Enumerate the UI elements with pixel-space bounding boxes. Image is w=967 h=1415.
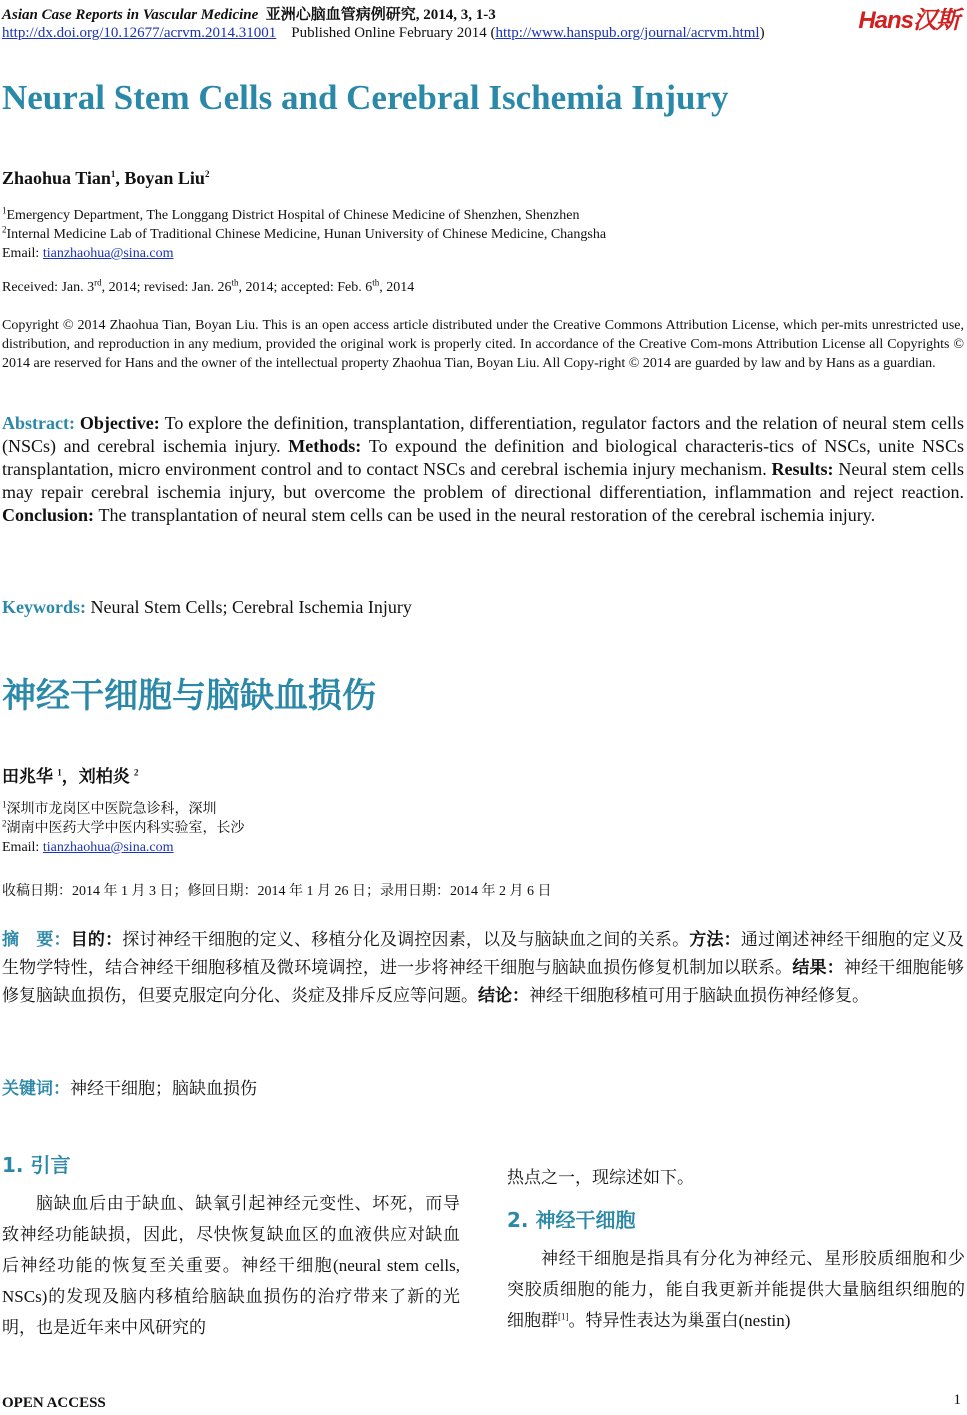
affiliation-2: Internal Medicine Lab of Traditional Chinese Medicine, Hunan University of Chinese Medicine, Changsha bbox=[6, 227, 607, 242]
conclusion-label-cn: 结论： bbox=[478, 986, 529, 1005]
dates-en bbox=[2, 277, 415, 296]
accepted-sup: th bbox=[372, 277, 380, 288]
methods-text: To expound the definition and biological characteris-tics of NSCs, unite NSCs transplantation, micro environment control and to contact NSCs and cerebral ischemia injury mechanism. bbox=[2, 436, 964, 479]
author-2-sup: 2 bbox=[204, 169, 210, 179]
revised-sup: th bbox=[231, 277, 239, 288]
hans-logo: Hans汉斯 bbox=[858, 7, 959, 34]
affiliations-en bbox=[2, 206, 606, 263]
conclusion-label: Conclusion: bbox=[2, 505, 99, 525]
revised-date: , 2014; revised: Jan. 26 bbox=[101, 280, 232, 295]
author-sep-cn: ， bbox=[61, 767, 79, 786]
results-label-cn: 结果： bbox=[792, 958, 844, 977]
section-1-text: 脑缺血后由于缺血、缺氧引起神经元变性、坏死，而导致神经功能缺损，因此，尽快恢复缺血区的血液供应对缺血后神经功能的恢复至关重要。神经干细胞(neural stem cells, NSCs)的发现及脑内移植给脑缺血损伤的治疗带来了新的光明，也是近年来中风研究的 bbox=[2, 1194, 460, 1337]
keywords-label: Keywords: bbox=[2, 597, 91, 617]
methods-label-cn: 方法： bbox=[689, 930, 741, 949]
close-paren: ) bbox=[759, 25, 765, 41]
section-2-heading: 2. 神经干细胞 bbox=[507, 1208, 636, 1232]
results-text-cn: 神经干细胞能够修复脑缺血损伤，但要克服定向分化、炎症及排斥反应等问题。 bbox=[2, 958, 965, 1005]
dates-cn: 收稿日期：2014 年 1 月 3 日；修回日期：2014 年 1 月 26 日；录用日期：2014 年 2 月 6 日 bbox=[2, 884, 552, 899]
keywords-text-cn: 神经干细胞；脑缺血损伤 bbox=[70, 1079, 257, 1098]
section-2-text bbox=[507, 1243, 965, 1336]
doi-link[interactable]: http://dx.doi.org/10.12677/acrvm.2014.31001 bbox=[2, 25, 277, 41]
year-end: , 2014 bbox=[379, 280, 415, 295]
body-column-right bbox=[507, 1162, 965, 1336]
objective-text-cn: 探讨神经干细胞的定义、移植分化及调控因素，以及与脑缺血之间的关系。 bbox=[122, 930, 690, 949]
section-1-heading: 1. 引言 bbox=[2, 1153, 71, 1177]
objective-label-cn: 目的： bbox=[70, 930, 123, 949]
journal-header bbox=[2, 3, 496, 24]
title-en: Neural Stem Cells and Cerebral Ischemia Injury bbox=[2, 78, 729, 117]
citation-ref[interactable]: [1] bbox=[558, 1311, 569, 1322]
methods-label: Methods: bbox=[288, 436, 369, 456]
conclusion-text: The transplantation of neural stem cells can be used in the neural restoration of the cerebral ischemia injury. bbox=[98, 505, 876, 525]
email-label: Email: bbox=[2, 246, 43, 261]
page-number: 1 bbox=[953, 1392, 961, 1408]
results-label: Results: bbox=[771, 459, 839, 479]
journal-name-cn: 亚洲心脑血管病例研究, 2014, 3, 1-3 bbox=[265, 7, 496, 23]
journal-url-link[interactable]: http://www.hanspub.org/journal/acrvm.html bbox=[495, 25, 760, 41]
aff2-sup: 2 bbox=[2, 224, 7, 235]
keywords-label-cn: 关键词： bbox=[2, 1079, 70, 1098]
aff1-cn-sup: 1 bbox=[2, 799, 7, 810]
objective-text: To explore the definition, transplantation, differentiation, regulator factors and the relation of neural stem cells (NSCs) and cerebral ischemia injury. bbox=[2, 413, 965, 456]
affiliations-cn bbox=[2, 800, 245, 857]
published-online: Published Online February 2014 ( bbox=[291, 25, 496, 41]
results-text: Neural stem cells may repair cerebral ischemia injury, but overcome the problem of directional differentiation, inflammation and reject reaction. bbox=[2, 459, 964, 502]
aff2-cn-sup: 2 bbox=[2, 818, 7, 829]
conclusion-text-cn: 神经干细胞移植可用于脑缺血损伤神经修复。 bbox=[529, 986, 869, 1005]
keywords-en bbox=[2, 597, 412, 618]
author-2-cn: 刘柏炎 bbox=[78, 767, 130, 786]
abstract-label-cn: 摘 要： bbox=[2, 930, 71, 949]
author-2-cn-sup: 2 bbox=[134, 767, 139, 778]
email-link-cn[interactable]: tianzhaohua@sina.com bbox=[42, 840, 174, 855]
section-1-continued: 热点之一，现综述如下。 bbox=[507, 1168, 694, 1187]
objective-label: Objective: bbox=[79, 413, 165, 433]
journal-name: Asian Case Reports in Vascular Medicine bbox=[2, 7, 259, 23]
section-2-text-part2: 。特异性表达为巢蛋白(nestin) bbox=[568, 1311, 791, 1330]
doi-line bbox=[2, 25, 765, 42]
methods-text-cn: 通过阐述神经干细胞的定义及生物学特性，结合神经干细胞移植及微环境调控，进一步将神经干细胞与脑缺血损伤修复机制加以联系。 bbox=[2, 930, 965, 977]
body-column-left bbox=[2, 1150, 460, 1343]
keywords-cn bbox=[2, 1074, 257, 1099]
title-cn: 神经干细胞与脑缺血损伤 bbox=[2, 676, 376, 716]
received-sup: rd bbox=[94, 277, 102, 288]
authors-cn bbox=[2, 762, 139, 787]
author-1-sup: 1 bbox=[110, 169, 116, 179]
email-link[interactable]: tianzhaohua@sina.com bbox=[42, 246, 174, 261]
author-1-cn-sup: 1 bbox=[57, 767, 62, 778]
author-sep: , bbox=[115, 168, 125, 188]
received-date: Received: Jan. 3 bbox=[2, 280, 95, 295]
affiliation-2-cn: 湖南中医药大学中医内科实验室，长沙 bbox=[6, 821, 245, 836]
author-2: Boyan Liu bbox=[124, 168, 205, 188]
email-label-cn: Email: bbox=[2, 840, 43, 855]
keywords-text: Neural Stem Cells; Cerebral Ischemia Injury bbox=[90, 597, 412, 617]
authors-en bbox=[2, 168, 209, 189]
affiliation-1: Emergency Department, The Longgang District Hospital of Chinese Medicine of Shenzhen, Shenzhen bbox=[6, 208, 580, 223]
accepted-date: , 2014; accepted: Feb. 6 bbox=[238, 280, 373, 295]
abstract-en bbox=[2, 412, 964, 527]
abstract-label: Abstract: bbox=[2, 413, 80, 433]
author-1: Zhaohua Tian bbox=[2, 168, 111, 188]
open-access-label: OPEN ACCESS bbox=[2, 1395, 106, 1411]
copyright-notice: Copyright © 2014 Zhaohua Tian, Boyan Liu. This is an open access article distributed under the Creative Commons Attribution License, which per-mits unrestricted use, distribution, and reproduction in any medium, provided the original work is properly cited. In accordance of the Creative Com-mons Attribution License all Copyrights © 2014 are reserved for Hans and the owner of the intellectual property Zhaohua Tian, Boyan Liu. All Copy-right © 2014 are guarded by law and by Hans as a guardian. bbox=[2, 318, 964, 371]
abstract-cn bbox=[2, 926, 964, 1010]
affiliation-1-cn: 深圳市龙岗区中医院急诊科，深圳 bbox=[6, 802, 217, 817]
section-2-text-part1: 神经干细胞是指具有分化为神经元、星形胶质细胞和少突胶质细胞的能力，能自我更新并能提供大量脑组织细胞的细胞群 bbox=[507, 1249, 965, 1330]
author-1-cn: 田兆华 bbox=[2, 767, 53, 786]
aff1-sup: 1 bbox=[2, 205, 7, 216]
